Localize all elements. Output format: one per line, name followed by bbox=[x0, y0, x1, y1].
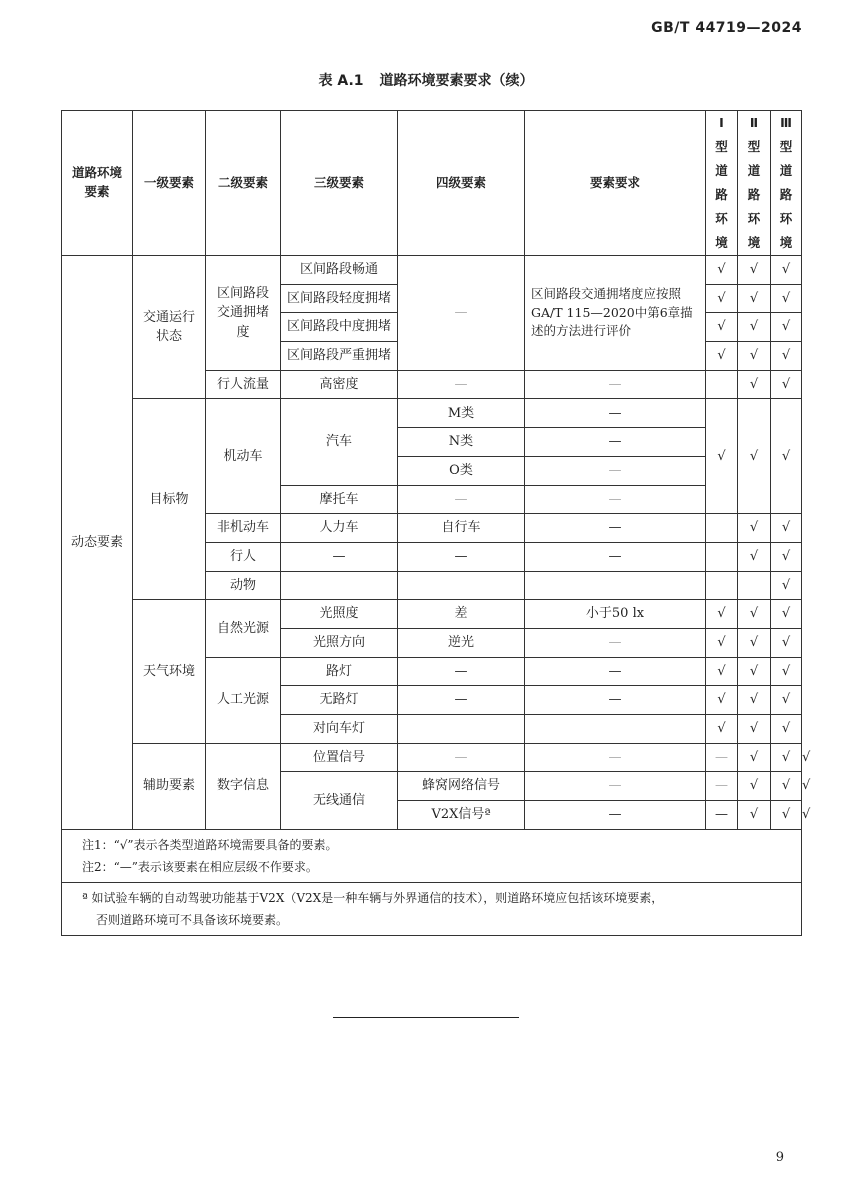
check-t1: √ bbox=[706, 342, 738, 371]
req-dash: — bbox=[525, 628, 706, 657]
l3-streetlamp: 路灯 bbox=[281, 657, 398, 686]
l4-empty bbox=[398, 715, 525, 744]
req-empty bbox=[525, 715, 706, 744]
check-t1: √ bbox=[738, 801, 771, 830]
check-t3: √ bbox=[771, 399, 802, 514]
check-t1: √ bbox=[706, 313, 738, 342]
check-t3: √ bbox=[771, 571, 802, 600]
l2-nonmotor: 非机动车 bbox=[206, 514, 281, 543]
check-t1: √ bbox=[706, 399, 738, 514]
l2-natural: 自然光源 bbox=[206, 600, 281, 657]
check-t1: √ bbox=[738, 772, 771, 801]
req-dash: — bbox=[525, 485, 706, 514]
check-t2: √ bbox=[738, 313, 771, 342]
check-t3: √ bbox=[771, 342, 802, 371]
l4-dash: — bbox=[398, 686, 525, 715]
l3-light: 区间路段轻度拥堵 bbox=[281, 284, 398, 313]
l3-medium: 区间路段中度拥堵 bbox=[281, 313, 398, 342]
l3-car: 汽车 bbox=[281, 399, 398, 485]
footnote-row bbox=[62, 882, 802, 935]
req-dash: — bbox=[525, 370, 706, 399]
note-1: 注1：“√”表示各类型道路环境需要具备的要素。 bbox=[82, 837, 338, 852]
table-row: V2X信号ª — — √ √ √ bbox=[62, 801, 802, 830]
l2-congestion: 区间路段交通拥堵度 bbox=[206, 256, 281, 371]
check-t1-empty bbox=[706, 514, 738, 543]
l4-empty bbox=[398, 571, 525, 600]
l4-poor: 差 bbox=[398, 600, 525, 629]
req-dash: — bbox=[706, 801, 738, 830]
l2-pedestrian: 行人 bbox=[206, 542, 281, 571]
req-dash: — bbox=[525, 456, 706, 485]
check-t1: √ bbox=[706, 715, 738, 744]
header-row bbox=[62, 111, 802, 256]
check-t2: √ bbox=[738, 542, 771, 571]
check-t2: √ bbox=[738, 370, 771, 399]
col-type3: Ⅲ型道路环境 bbox=[771, 111, 802, 256]
table-row: 无线通信 蜂窝网络信号 — — √ √ √ bbox=[62, 772, 802, 801]
req-dash: — bbox=[525, 686, 706, 715]
check-t3: √ bbox=[771, 628, 802, 657]
page-number: 9 bbox=[775, 1150, 784, 1165]
check-t2: √ bbox=[738, 342, 771, 371]
col-type1: Ⅰ型道路环境 bbox=[706, 111, 738, 256]
check-t2: √ bbox=[771, 801, 802, 830]
check-t2: √ bbox=[738, 628, 771, 657]
table-row bbox=[62, 399, 802, 428]
table-row bbox=[62, 256, 802, 285]
check-t2: √ bbox=[771, 772, 802, 801]
req-dash: — bbox=[706, 772, 738, 801]
l4-dash: — bbox=[398, 542, 525, 571]
l3-moto: 摩托车 bbox=[281, 485, 398, 514]
check-t2: √ bbox=[738, 686, 771, 715]
road-environment-table bbox=[61, 110, 811, 936]
col-l4: 四级要素 bbox=[398, 111, 525, 256]
l3-lightdir: 光照方向 bbox=[281, 628, 398, 657]
l2-pedflow: 行人流量 bbox=[206, 370, 281, 399]
check-t3: √ bbox=[771, 284, 802, 313]
l2-artificial: 人工光源 bbox=[206, 657, 281, 743]
req-dash: — bbox=[525, 542, 706, 571]
check-t3: √ bbox=[771, 542, 802, 571]
footnote-line-2: 否则道路环境可不具备该环境要素。 bbox=[96, 912, 289, 927]
l4-dash: — bbox=[525, 772, 706, 801]
l4-n: N类 bbox=[398, 428, 525, 457]
req-congestion: 区间路段交通拥堵度应按照GA/T 115—2020中第6章描述的方法进行评价 bbox=[525, 256, 706, 371]
l2-animal: 动物 bbox=[206, 571, 281, 600]
check-t3: √ bbox=[771, 715, 802, 744]
l4-dash: — bbox=[525, 743, 706, 772]
col-env: 道路环境要素 bbox=[62, 111, 133, 256]
l3-human: 人力车 bbox=[281, 514, 398, 543]
col-l1: 一级要素 bbox=[133, 111, 206, 256]
col-type2: Ⅱ型道路环境 bbox=[738, 111, 771, 256]
col-l3: 三级要素 bbox=[281, 111, 398, 256]
check-t2: √ bbox=[738, 657, 771, 686]
l4-dash: — bbox=[398, 657, 525, 686]
note-2: 注2：“—”表示该要素在相应层级不作要求。 bbox=[82, 859, 318, 874]
req-dash: — bbox=[525, 428, 706, 457]
check-t1: √ bbox=[706, 600, 738, 629]
standard-code: GB/T 44719—2024 bbox=[651, 20, 802, 36]
l3-dash: — bbox=[281, 542, 398, 571]
check-t1: √ bbox=[706, 657, 738, 686]
l4-congestion: — bbox=[398, 256, 525, 371]
l2-wireless: 无线通信 bbox=[281, 772, 398, 829]
req-dash: — bbox=[525, 399, 706, 428]
l1-weather: 天气环境 bbox=[133, 600, 206, 743]
l2-position: 位置信号 bbox=[281, 743, 398, 772]
l3-illum: 光照度 bbox=[281, 600, 398, 629]
l2-motor: 机动车 bbox=[206, 399, 281, 514]
l3-severe: 区间路段严重拥堵 bbox=[281, 342, 398, 371]
check-t2: √ bbox=[771, 743, 802, 772]
col-l2: 二级要素 bbox=[206, 111, 281, 256]
group-auxiliary: 辅助要素 bbox=[133, 743, 206, 829]
l1-traffic: 交通运行状态 bbox=[133, 256, 206, 399]
table-caption: 道路环境要素要求（续） bbox=[379, 73, 534, 89]
check-t1: √ bbox=[706, 256, 738, 285]
l3-highdensity: 高密度 bbox=[281, 370, 398, 399]
check-t3: √ bbox=[771, 370, 802, 399]
l3-dash: — bbox=[398, 743, 525, 772]
col-req: 要素要求 bbox=[525, 111, 706, 256]
check-t2: √ bbox=[738, 399, 771, 514]
table-title bbox=[0, 70, 852, 90]
l3-empty bbox=[281, 571, 398, 600]
req-dash: — bbox=[706, 743, 738, 772]
end-rule bbox=[333, 1017, 519, 1018]
check-t3: √ bbox=[771, 256, 802, 285]
check-t3: √ bbox=[771, 313, 802, 342]
check-t2-empty bbox=[738, 571, 771, 600]
check-t1: √ bbox=[738, 743, 771, 772]
notes-row bbox=[62, 829, 802, 882]
check-t2: √ bbox=[738, 715, 771, 744]
group-dynamic: 动态要素 bbox=[62, 256, 133, 830]
l4-dash: — bbox=[398, 370, 525, 399]
check-t3: √ bbox=[771, 657, 802, 686]
check-t3: √ bbox=[771, 686, 802, 715]
check-t1: √ bbox=[706, 628, 738, 657]
table-label: 表 A.1 bbox=[318, 73, 364, 89]
check-t1-empty bbox=[706, 571, 738, 600]
check-t3: √ bbox=[771, 600, 802, 629]
table-notes bbox=[62, 829, 802, 882]
check-t2: √ bbox=[738, 514, 771, 543]
l3-v2x: V2X信号ª bbox=[398, 801, 525, 830]
check-t1-empty bbox=[706, 370, 738, 399]
l1-digital: 数字信息 bbox=[206, 743, 281, 829]
l1-objects: 目标物 bbox=[133, 399, 206, 600]
l3-oncoming: 对向车灯 bbox=[281, 715, 398, 744]
req-dash: — bbox=[525, 514, 706, 543]
table-row: 辅助要素 数字信息 位置信号 — — — √ √ √ bbox=[62, 743, 802, 772]
req-dash: — bbox=[525, 657, 706, 686]
l3-smooth: 区间路段畅通 bbox=[281, 256, 398, 285]
check-t1-empty bbox=[706, 542, 738, 571]
table-footnote bbox=[62, 882, 802, 935]
l4-backlight: 逆光 bbox=[398, 628, 525, 657]
check-t2: √ bbox=[738, 284, 771, 313]
table-row bbox=[62, 600, 802, 629]
l4-o: O类 bbox=[398, 456, 525, 485]
req-illum: 小于50 lx bbox=[525, 600, 706, 629]
l3-cellular: 蜂窝网络信号 bbox=[398, 772, 525, 801]
check-t1: √ bbox=[706, 284, 738, 313]
check-t2: √ bbox=[738, 600, 771, 629]
check-t2: √ bbox=[738, 256, 771, 285]
l4-dash: — bbox=[525, 801, 706, 830]
l4-dash: — bbox=[398, 485, 525, 514]
check-t1: √ bbox=[706, 686, 738, 715]
footnote-line-1: ª 如试验车辆的自动驾驶功能基于V2X（V2X是一种车辆与外界通信的技术），则道路环境应包括该环境要素， bbox=[82, 890, 664, 905]
l3-nolamp: 无路灯 bbox=[281, 686, 398, 715]
l4-m: M类 bbox=[398, 399, 525, 428]
l4-bicycle: 自行车 bbox=[398, 514, 525, 543]
req-empty bbox=[525, 571, 706, 600]
check-t3: √ bbox=[771, 514, 802, 543]
